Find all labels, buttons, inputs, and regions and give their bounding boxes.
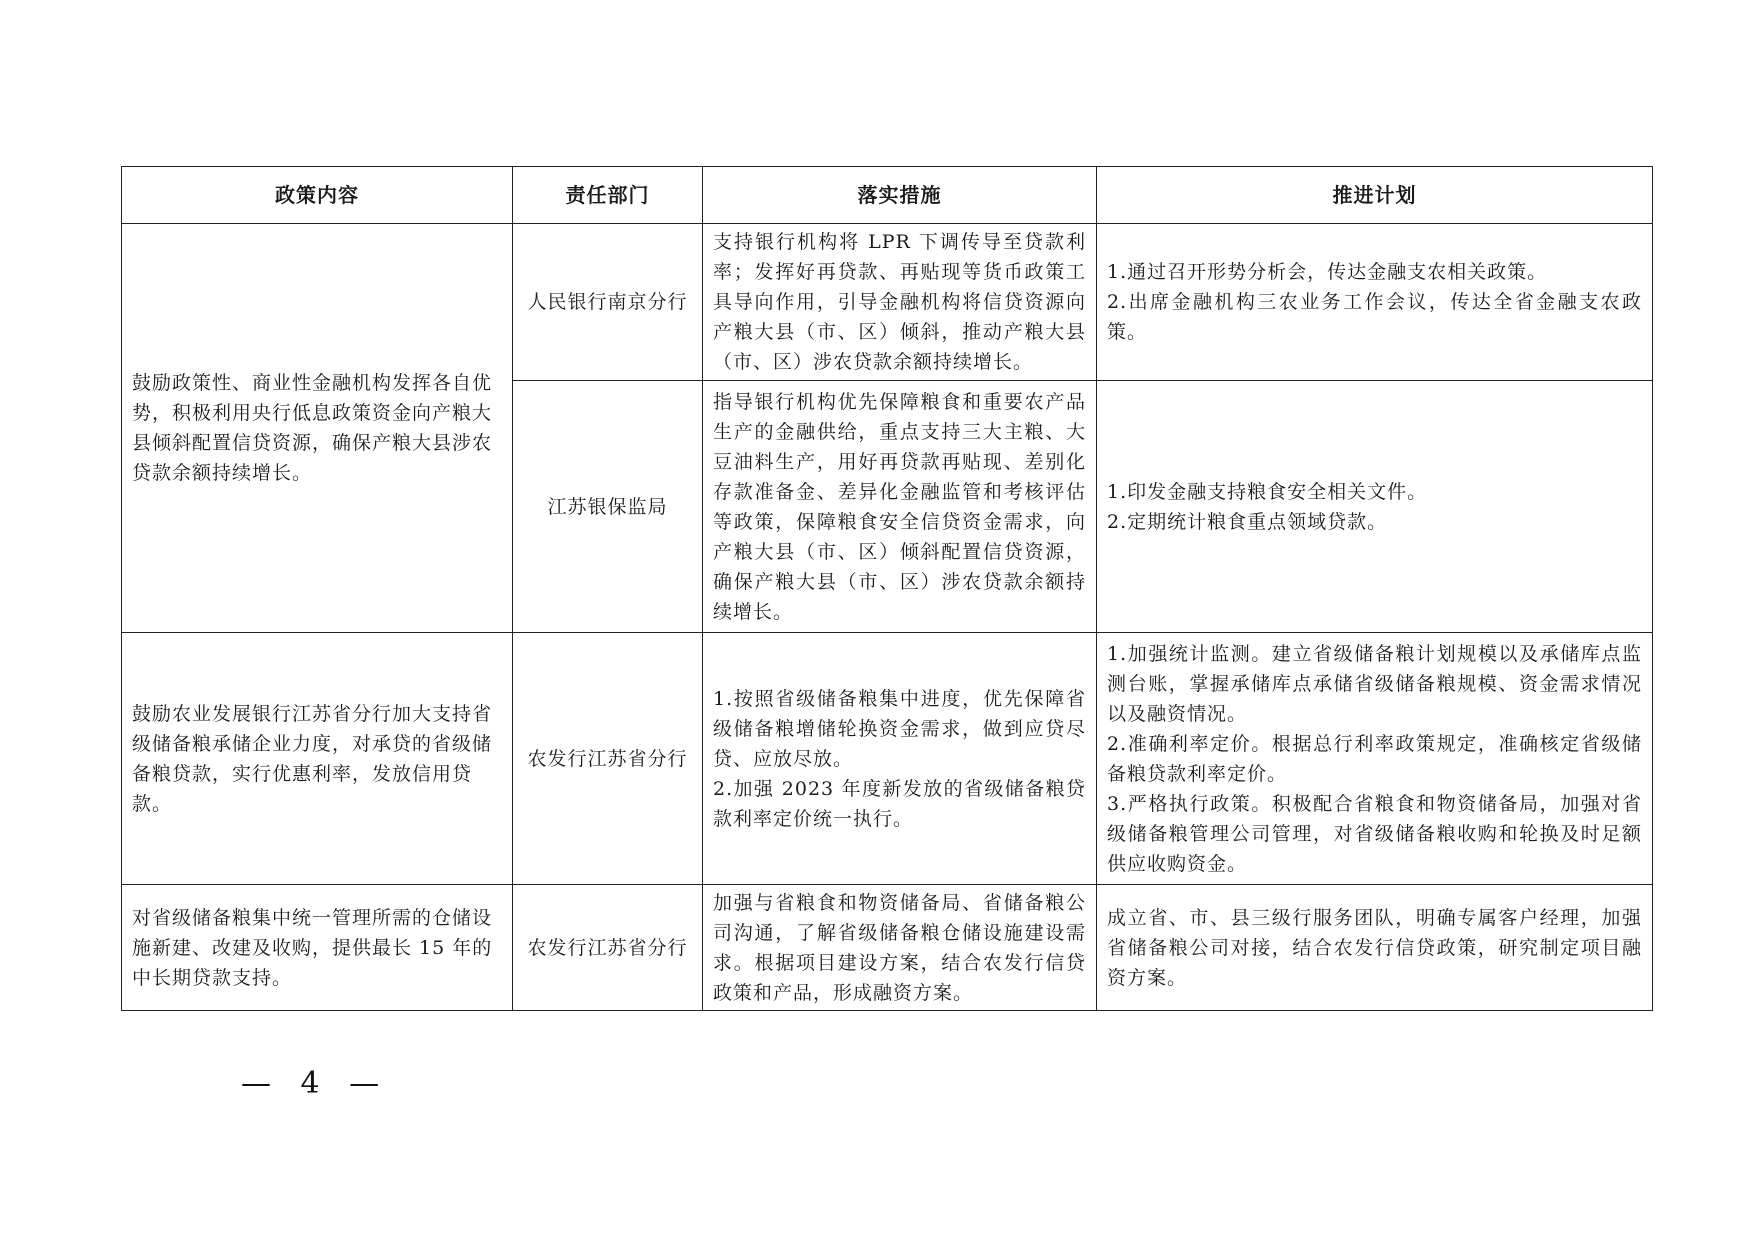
department-cell: 江苏银保监局: [513, 381, 703, 633]
plan-item: 2.准确利率定价。根据总行利率政策规定，准确核定省级储备粮贷款利率定价。: [1107, 732, 1642, 785]
table-row: [122, 885, 1653, 1011]
policy-content-cell: 鼓励政策性、商业性金融机构发挥各自优势，积极利用央行低息政策资金向产粮大县倾斜配置信贷资源，确保产粮大县涉农贷款余额持续增长。: [122, 224, 513, 633]
header-department: 责任部门: [513, 167, 703, 224]
header-policy: 政策内容: [122, 167, 513, 224]
plan-item: 1.加强统计监测。建立省级储备粮计划规模以及承储库点监测台账，掌握承储库点承储省级储备粮规模、资金需求情况以及融资情况。: [1107, 642, 1642, 725]
measures-cell: 指导银行机构优先保障粮食和重要农产品生产的金融供给，重点支持三大主粮、大豆油料生产，用好再贷款再贴现、差别化存款准备金、差异化金融监管和考核评估等政策，保障粮食安全信贷资金需求，向产粮大县（市、区）倾斜配置信贷资源，确保产粮大县（市、区）涉农贷款余额持续增长。: [703, 381, 1097, 633]
measures-cell: 加强与省粮食和物资储备局、省储备粮公司沟通，了解省级储备粮仓储设施建设需求。根据项目建设方案，结合农发行信贷政策和产品，形成融资方案。: [703, 885, 1097, 1011]
measures-cell: [703, 633, 1097, 885]
page-number: — 4 —: [241, 1066, 390, 1101]
plan-item: 1.通过召开形势分析会，传达金融支农相关政策。: [1107, 261, 1548, 283]
measure-item: 1.按照省级储备粮集中进度，优先保障省级储备粮增储轮换资金需求，做到应贷尽贷、应放尽放。: [713, 687, 1086, 770]
plan-item: 2.出席金融机构三农业务工作会议，传达全省金融支农政策。: [1107, 291, 1642, 343]
department-cell: 人民银行南京分行: [513, 224, 703, 381]
plan-cell: [1097, 633, 1653, 885]
table-header-row: [122, 167, 1653, 224]
department-cell: 农发行江苏省分行: [513, 885, 703, 1011]
plan-item: 2.定期统计粮食重点领域贷款。: [1107, 510, 1388, 533]
plan-cell: [1097, 381, 1653, 633]
header-plan: 推进计划: [1097, 167, 1653, 224]
table-row: [122, 633, 1653, 885]
table-row: [122, 224, 1653, 381]
policy-content-cell: 鼓励农业发展银行江苏省分行加大支持省级储备粮承储企业力度，对承贷的省级储备粮贷款，实行优惠利率，发放信用贷款。: [122, 633, 513, 885]
measure-item: 2.加强 2023 年度新发放的省级储备粮贷款利率定价统一执行。: [713, 777, 1086, 830]
plan-item: 1.印发金融支持粮食安全相关文件。: [1107, 480, 1428, 503]
plan-cell: [1097, 885, 1653, 1011]
measures-cell: 支持银行机构将 LPR 下调传导至贷款利率；发挥好再贷款、再贴现等货币政策工具导向作用，引导金融机构将信贷资源向产粮大县（市、区）倾斜，推动产粮大县（市、区）涉农贷款余额持续增长。: [703, 224, 1097, 381]
plan-cell: [1097, 224, 1653, 381]
header-measures: 落实措施: [703, 167, 1097, 224]
department-cell: 农发行江苏省分行: [513, 633, 703, 885]
policy-table: [121, 166, 1653, 1011]
policy-content-cell: 对省级储备粮集中统一管理所需的仓储设施新建、改建及收购，提供最长 15 年的中长期贷款支持。: [122, 885, 513, 1011]
plan-item: 3.严格执行政策。积极配合省粮食和物资储备局，加强对省级储备粮管理公司管理，对省级储备粮收购和轮换及时足额供应收购资金。: [1107, 792, 1642, 875]
plan-item: 成立省、市、县三级行服务团队，明确专属客户经理，加强省储备粮公司对接，结合农发行信贷政策，研究制定项目融资方案。: [1107, 906, 1642, 989]
